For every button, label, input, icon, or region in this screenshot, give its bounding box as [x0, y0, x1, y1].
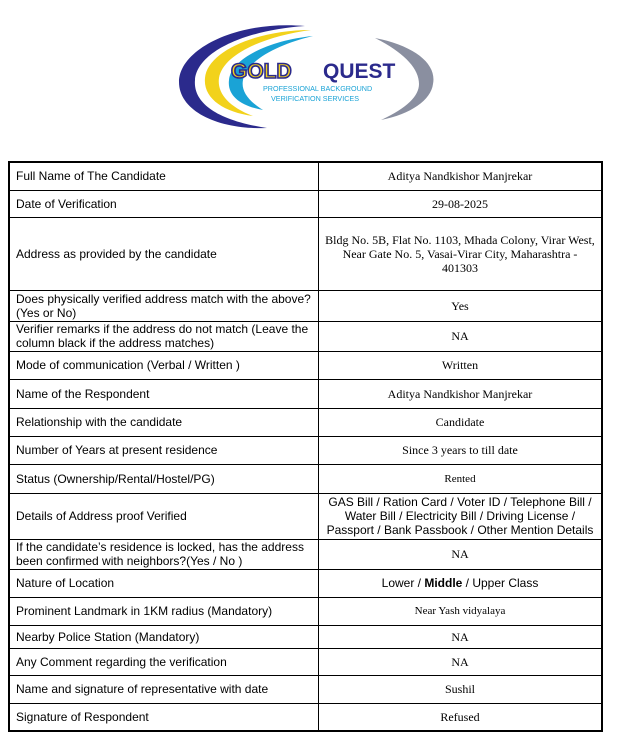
row-value: Yes — [319, 290, 603, 321]
row-label: Signature of Respondent — [9, 703, 319, 731]
row-value: Written — [319, 351, 603, 379]
row-label: Address as provided by the candidate — [9, 217, 319, 290]
table-row — [9, 351, 602, 379]
row-value: NA — [319, 625, 603, 648]
logo-brand-quest: QUEST — [323, 60, 396, 83]
location-middle-selected: Middle — [424, 576, 463, 590]
row-value: Sushil — [319, 675, 603, 703]
row-value — [319, 569, 603, 597]
table-row — [9, 625, 602, 648]
row-value: NA — [319, 539, 603, 569]
table-row — [9, 436, 602, 464]
row-value: Refused — [319, 703, 603, 731]
row-label: Full Name of The Candidate — [9, 162, 319, 190]
row-value: Since 3 years to till date — [319, 436, 603, 464]
row-label: Name and signature of representative with date — [9, 675, 319, 703]
table-row — [9, 290, 602, 321]
row-label: Mode of communication (Verbal / Written ) — [9, 351, 319, 379]
row-label: Status (Ownership/Rental/Hostel/PG) — [9, 464, 319, 493]
row-label: Verifier remarks if the address do not match (Leave the column black if the address matches) — [9, 321, 319, 351]
row-value: Near Yash vidyalaya — [319, 597, 603, 625]
row-label: If the candidate’s residence is locked, has the address been confirmed with neighbors?(Yes / No ) — [9, 539, 319, 569]
row-value: 29-08-2025 — [319, 190, 603, 217]
location-upper: / Upper Class — [462, 576, 539, 590]
logo-brand-gold: GOLD — [231, 60, 292, 83]
row-value: NA — [319, 648, 603, 675]
location-lower: Lower / — [381, 576, 425, 590]
table-row — [9, 648, 602, 675]
row-label: Name of the Respondent — [9, 379, 319, 408]
table-row — [9, 190, 602, 217]
row-value: NA — [319, 321, 603, 351]
row-label: Nearby Police Station (Mandatory) — [9, 625, 319, 648]
row-label: Relationship with the candidate — [9, 408, 319, 436]
row-label: Number of Years at present residence — [9, 436, 319, 464]
row-label: Date of Verification — [9, 190, 319, 217]
table-row — [9, 675, 602, 703]
logo-tagline-1: PROFESSIONAL BACKGROUND — [263, 84, 373, 93]
table-row — [9, 217, 602, 290]
row-label: Does physically verified address match with the above? (Yes or No) — [9, 290, 319, 321]
row-label: Details of Address proof Verified — [9, 493, 319, 539]
goldquest-logo — [175, 20, 445, 132]
table-row — [9, 321, 602, 351]
table-row — [9, 408, 602, 436]
row-value: Candidate — [319, 408, 603, 436]
table-row — [9, 493, 602, 539]
row-value: Aditya Nandkishor Manjrekar — [319, 379, 603, 408]
table-row — [9, 597, 602, 625]
verification-table — [8, 161, 603, 732]
row-value: GAS Bill / Ration Card / Voter ID / Telephone Bill / Water Bill / Electricity Bill / Driving License / Passport / Bank Passbook / Other Mention Details — [319, 493, 603, 539]
row-label: Prominent Landmark in 1KM radius (Mandatory) — [9, 597, 319, 625]
row-label: Nature of Location — [9, 569, 319, 597]
table-row — [9, 569, 602, 597]
table-row — [9, 703, 602, 731]
row-value: Aditya Nandkishor Manjrekar — [319, 162, 603, 190]
logo-tagline-2: VERIFICATION SERVICES — [271, 94, 359, 103]
table-row — [9, 464, 602, 493]
row-value: Rented — [319, 464, 603, 493]
row-label: Any Comment regarding the verification — [9, 648, 319, 675]
table-row — [9, 539, 602, 569]
row-value: Bldg No. 5B, Flat No. 1103, Mhada Colony, Virar West, Near Gate No. 5, Vasai-Virar City, Maharashtra - 401303 — [319, 217, 603, 290]
table-row — [9, 162, 602, 190]
table-row — [9, 379, 602, 408]
